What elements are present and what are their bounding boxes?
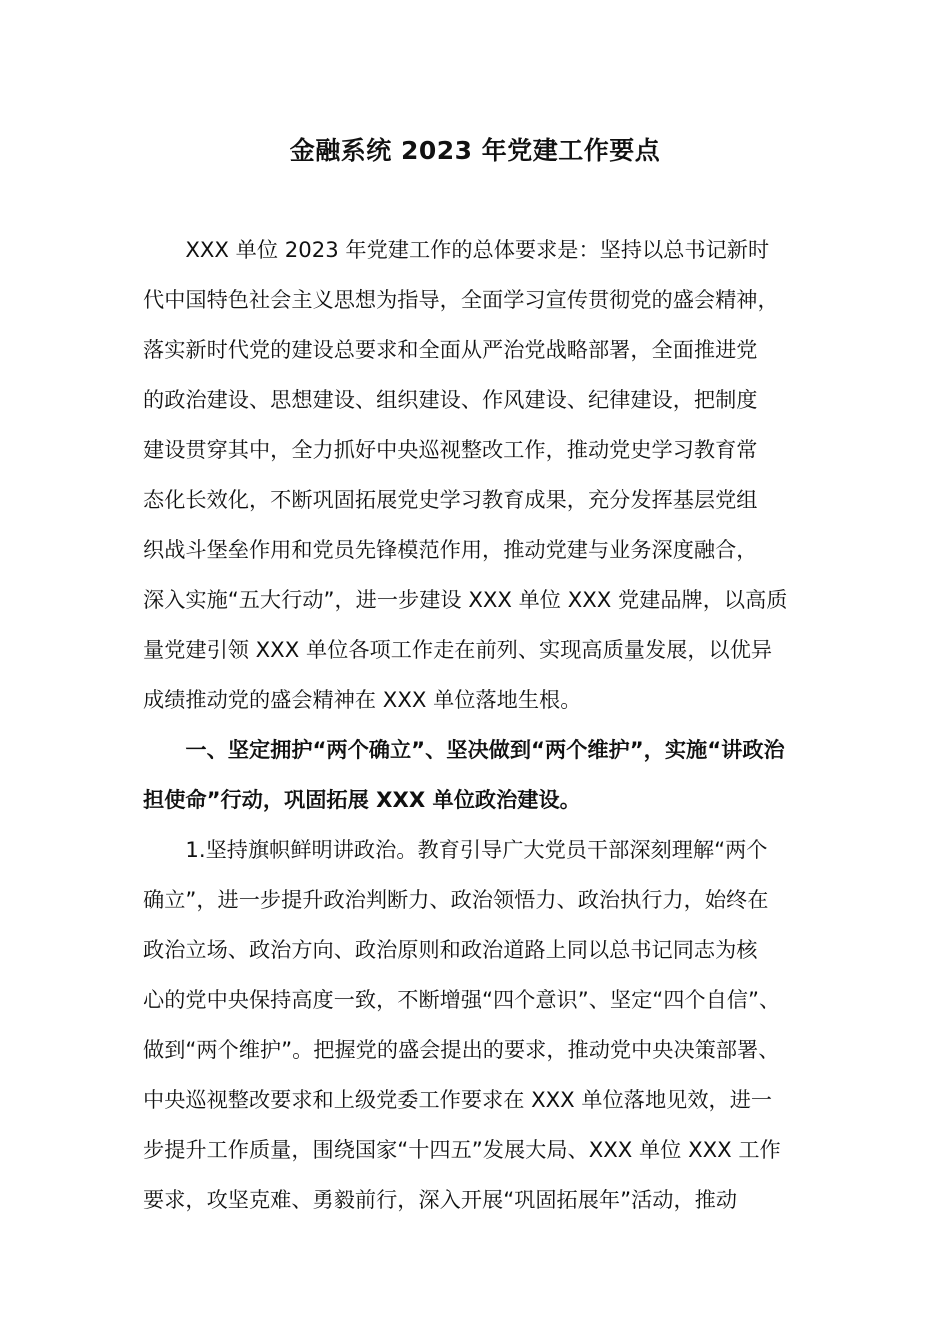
paragraph-line: 政治立场、政治方向、政治原则和政治道路上同以总书记同志为核 (143, 937, 758, 962)
paragraph-line: 织战斗堡垒作用和党员先锋模范作用，推动党建与业务深度融合， (143, 537, 758, 562)
paragraph-line: 态化长效化，不断巩固拓展党史学习教育成果，充分发挥基层党组 (143, 487, 758, 512)
section-heading-line: 担使命”行动，巩固拓展 XXX 单位政治建设。 (143, 787, 581, 812)
document-body (143, 225, 808, 1225)
paragraph-line: 建设贯穿其中，全力抓好中央巡视整改工作，推动党史学习教育常 (143, 437, 758, 462)
paragraph-line: 心的党中央保持高度一致，不断增强“四个意识”、坚定“四个自信”、 (143, 987, 781, 1012)
document-title: 金融系统 2023 年党建工作要点 (289, 136, 661, 165)
section-heading-line: 一、坚定拥护“两个确立”、坚决做到“两个维护”，实施“讲政治 (143, 737, 785, 762)
paragraph-line: 要求，攻坚克难、勇毅前行，深入开展“巩固拓展年”活动，推动 (143, 1187, 738, 1212)
paragraph-line: 做到“两个维护”。把握党的盛会提出的要求，推动党中央决策部署、 (143, 1037, 780, 1062)
paragraph-line: 中央巡视整改要求和上级党委工作要求在 XXX 单位落地见效，进一 (143, 1087, 773, 1112)
paragraph-line: 深入实施“五大行动”，进一步建设 XXX 单位 XXX 党建品牌，以高质 (143, 587, 788, 612)
paragraph-line: 确立”，进一步提升政治判断力、政治领悟力、政治执行力，始终在 (143, 887, 769, 912)
paragraph-line: XXX 单位 2023 年党建工作的总体要求是：坚持以总书记新时 (143, 237, 770, 262)
paragraph-line: 的政治建设、思想建设、组织建设、作风建设、纪律建设，把制度 (143, 387, 758, 412)
paragraph-line: 代中国特色社会主义思想为指导，全面学习宣传贯彻党的盛会精神， (143, 287, 779, 312)
paragraph-line: 1.坚持旗帜鲜明讲政治。教育引导广大党员干部深刻理解“两个 (143, 837, 768, 862)
paragraph-line: 量党建引领 XXX 单位各项工作走在前列、实现高质量发展，以优异 (143, 637, 773, 662)
paragraph-line: 成绩推动党的盛会精神在 XXX 单位落地生根。 (143, 687, 582, 712)
paragraph-line: 落实新时代党的建设总要求和全面从严治党战略部署，全面推进党 (143, 337, 758, 362)
paragraph-line: 步提升工作质量，围绕国家“十四五”发展大局、XXX 单位 XXX 工作 (143, 1137, 781, 1162)
